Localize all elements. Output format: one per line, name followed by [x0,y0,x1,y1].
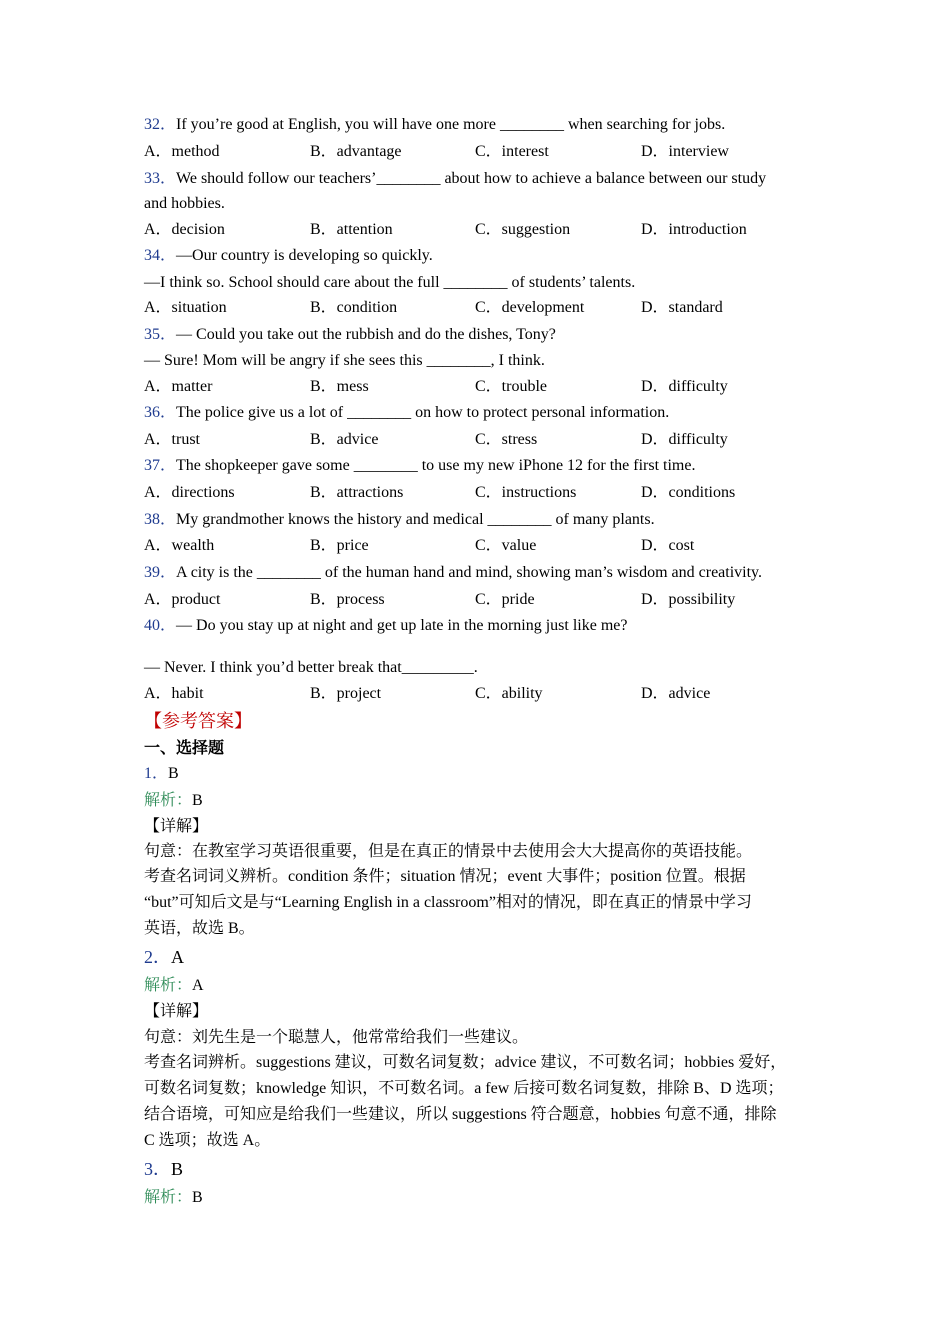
question-32 [144,114,725,136]
option-d: D．standard [641,299,723,316]
options-36 [144,429,824,451]
options-40 [144,683,824,705]
option-d: D．difficulty [641,378,728,395]
detail-line: 考查名词辨析。suggestions 建议，可数名词复数；advice 建议，不可数名词；hobbies 爱好， [144,1054,787,1071]
question-text: My grandmother knows the history and medical ________ of many plants. [176,511,655,528]
options-37 [144,482,824,504]
question-37 [144,455,695,477]
option-a: A．habit [144,685,204,702]
options-33 [144,219,824,241]
question-text-continued: — Never. I think you’d better break that_________. [144,659,478,676]
question-40 [144,615,628,637]
option-b: B．process [310,591,385,608]
analysis-label: 解析： [144,792,193,809]
option-a: A．decision [144,221,225,238]
question-number: 36． [144,404,177,421]
question-33 [144,168,766,190]
question-34 [144,245,433,267]
answer-value: B [171,1159,184,1179]
question-text: — Do you stay up at night and get up late in the morning just like me? [176,617,628,634]
question-38 [144,509,655,531]
option-c: C．trouble [475,378,547,395]
option-a: A．matter [144,378,213,395]
question-text: A city is the ________ of the human hand and mind, showing man’s wisdom and creativity. [176,564,763,581]
question-number: 38． [144,511,177,528]
option-b: B．advantage [310,143,402,160]
question-number: 33． [144,170,177,187]
section-title: 一、选择题 [144,740,225,757]
answer-2 [144,946,184,968]
option-a: A．method [144,143,220,160]
question-text: We should follow our teachers’________ about how to achieve a balance between our study [176,170,767,187]
answer-number: 2． [144,947,171,967]
options-35 [144,376,824,398]
answer-number: 1． [144,765,169,782]
question-number: 34． [144,247,177,264]
analysis-value: B [192,792,203,809]
detail-line: 考查名词词义辨析。condition 条件；situation 情况；event 大事件；position 位置。根据 [144,868,746,885]
options-38 [144,535,824,557]
answer-heading: 【参考答案】 [144,711,252,731]
question-text-continued: and hobbies. [144,195,225,212]
option-d: D．advice [641,685,711,702]
question-39 [144,562,762,584]
option-a: A．situation [144,299,227,316]
option-d: D．cost [641,537,695,554]
option-c: C．value [475,537,537,554]
analysis-2 [144,975,204,997]
option-c: C．development [475,299,585,316]
detail-line: 英语，故选 B。 [144,920,255,937]
option-d: D．introduction [641,221,747,238]
option-c: C．ability [475,685,543,702]
question-text-continued: — Sure! Mom will be angry if she sees this ________, I think. [144,352,545,369]
option-a: A．trust [144,431,201,448]
analysis-label: 解析： [144,1189,193,1206]
detail-line: “but”可知后文是与“Learning English in a classroom”相对的情况，即在真正的情景中学习 [144,894,752,911]
analysis-3 [144,1187,203,1209]
question-35 [144,324,556,346]
analysis-label: 解析： [144,977,193,994]
question-number: 39． [144,564,177,581]
analysis-1 [144,790,203,812]
question-text: The police give us a lot of ________ on how to protect personal information. [176,404,670,421]
analysis-value: A [192,977,204,994]
question-number: 37． [144,457,177,474]
answer-1 [144,763,179,785]
option-c: C．stress [475,431,538,448]
option-b: B．project [310,685,382,702]
answer-value: B [168,765,179,782]
question-number: 32． [144,116,177,133]
question-number: 35． [144,326,177,343]
option-b: B．advice [310,431,379,448]
answer-value: A [171,947,184,967]
option-c: C．instructions [475,484,577,501]
detail-line: C 选项；故选 A。 [144,1132,271,1149]
question-text: — Could you take out the rubbish and do the dishes, Tony? [176,326,556,343]
question-text: If you’re good at English, you will have one more ________ when searching for jobs. [176,116,726,133]
detail-line: 可数名词复数；knowledge 知识，不可数名词。a few 后接可数名词复数，排除 B、D 选项； [144,1080,784,1097]
option-c: C．pride [475,591,535,608]
question-number: 40． [144,617,177,634]
option-b: B．attractions [310,484,404,501]
option-b: B．attention [310,221,393,238]
question-text-continued: —I think so. School should care about the full ________ of students’ talents. [144,274,636,291]
options-32 [144,141,824,163]
option-d: D．interview [641,143,729,160]
option-c: C．suggestion [475,221,571,238]
question-text: —Our country is developing so quickly. [176,247,433,264]
options-34 [144,297,824,319]
option-c: C．interest [475,143,549,160]
detail-label: 【详解】 [144,818,209,835]
option-d: D．possibility [641,591,736,608]
option-a: A．wealth [144,537,215,554]
option-b: B．condition [310,299,398,316]
option-a: A．directions [144,484,235,501]
answer-number: 3． [144,1159,171,1179]
option-d: D．conditions [641,484,736,501]
option-b: B．mess [310,378,369,395]
answer-3 [144,1158,183,1180]
detail-label: 【详解】 [144,1003,209,1020]
question-36 [144,402,669,424]
analysis-value: B [192,1189,203,1206]
option-a: A．product [144,591,221,608]
options-39 [144,589,824,611]
detail-line: 句意：刘先生是一个聪慧人，他常常给我们一些建议。 [144,1029,529,1046]
detail-line: 结合语境，可知应是给我们一些建议，所以 suggestions 符合题意，hobbies 句意不通，排除 [144,1106,777,1123]
detail-line: 句意：在教室学习英语很重要，但是在真正的情景中去使用会大大提高你的英语技能。 [144,843,753,860]
option-b: B．price [310,537,369,554]
option-d: D．difficulty [641,431,728,448]
question-text: The shopkeeper gave some ________ to use my new iPhone 12 for the first time. [176,457,696,474]
